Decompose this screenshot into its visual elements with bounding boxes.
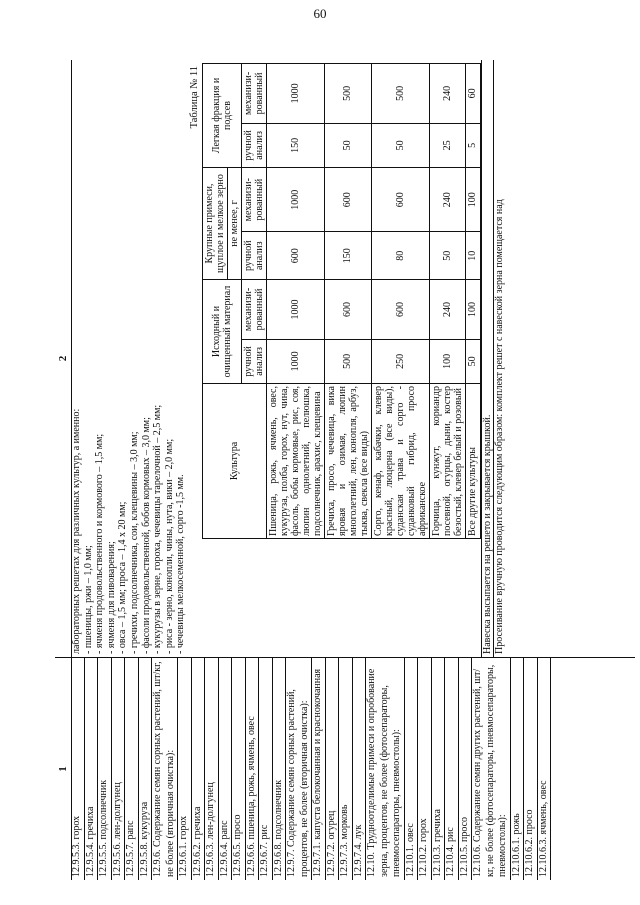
value-cell: 25 [430,123,466,167]
left-row: 12.9.5.5. подсолнечник [98,658,112,880]
intro-line: - риса - зерно, конопли, чины, нута, вики – 2,0 мм; [163,438,175,654]
value-cell: 500 [325,64,372,124]
value-cell: 150 [267,123,325,167]
left-row: 12.9.7.4. лук [353,658,367,880]
left-column [71,658,551,880]
value-cell: 60 [466,64,481,124]
group3-header: Легкая фракция и подсев [203,64,242,168]
left-row: 12.9.5.3. горох [71,658,85,880]
table-row [430,64,466,539]
left-row: 12.10. Трудноотделимые примеси и опробование зерна, процентов, не более (фотосепараторы, пневмосепараторы, пневмостолы): [366,658,405,880]
header-col1: 1 [57,766,69,772]
left-row: 12.9.6.5. просо [232,658,246,880]
value-cell: 1000 [267,64,325,124]
value-cell: 150 [325,232,372,280]
intro-line: - кукурузы в зерне, гороха, чечевицы тарелочной – 2,5 мм; [152,404,164,654]
intro-line: - чечевицы мелкосеменной, сорго -1,5 мм. [175,474,187,654]
value-cell: 50 [430,232,466,280]
note-line: Просеивание вручную проводится следующим образом: комплект решет с навеской зерна помещается над [493,60,506,657]
crop-cell: Гречиха, просо, чечевица, вика яровая и озимая, люпин многолетний, лен, конопля, арбуз, тыква, свекла (все виды) [325,384,372,539]
crop-cell: Все другие культуры [466,384,481,539]
header-row [55,60,72,880]
value-cell: 100 [466,280,481,340]
value-cell: 600 [372,167,430,231]
left-row: 12.9.6. Содержание семян сорных растений, шт/кг, не более (вторичная очистка): [152,658,178,880]
intro-line: - овса – 1,5 мм; проса – 1,4 x 20 мм; [117,501,129,654]
left-row: 12.9.6.4. рапс [219,658,233,880]
left-row: 12.9.5.7. рапс [125,658,139,880]
value-cell: 10 [466,232,481,280]
rotated-table-sheet [55,60,635,880]
col-crop-header: Культура [203,384,267,539]
g3-manual: ручной анализ [242,123,267,167]
intro-line: лабораторных решетах для различных культур, а именно: [71,408,82,654]
g2-mech: механизи-рованный [242,167,267,231]
left-row: 12.9.7.1. капуста белокочанная и краснокочанная [312,658,326,880]
intro-line: - ячменя продовольственного и кормового – 1,5 мм; [94,433,106,654]
header-col2: 2 [57,355,69,362]
g2-manual: ручной анализ [242,232,267,280]
g1-manual: ручной анализ [242,339,267,383]
intro-line: - пшеницы, ржи – 1,0 мм; [82,545,94,654]
intro-line: - фасоли продовольственной, бобов кормовых – 3,0 мм; [140,417,152,654]
value-cell: 80 [372,232,430,280]
left-row: 12.9.6.6. пшеница, рожь, ячмень, овес [246,658,260,880]
intro-line: - ячменя для пивоварения; [105,541,117,654]
crop-cell: Горчица, кунжут, кориандр посевной, огурцы, дыни, костер безостый, клевер белый и розовый [430,384,466,539]
value-cell: 240 [430,64,466,124]
table-row [372,64,430,539]
left-row: 12.9.7.3. морковь [339,658,353,880]
left-row: 12.10.4. рис [445,658,459,880]
value-cell: 500 [325,339,372,383]
sampling-table [202,63,481,539]
group2-sub-header: не менее, г [228,167,242,279]
right-column [71,60,506,657]
value-cell: 1000 [267,167,325,231]
left-row: 12.10.5. просо [459,658,473,880]
value-cell: 600 [372,280,430,340]
left-row: 12.9.5.8. кукуруза [139,658,153,880]
value-cell: 5 [466,123,481,167]
value-cell: 1000 [267,339,325,383]
left-row: 12.9.6.3. лен-долгунец [205,658,219,880]
table-title: Таблица № 11 [188,66,200,129]
intro-paragraph [71,60,187,657]
left-row: 12.9.6.1. горох [178,658,192,880]
value-cell: 100 [466,167,481,231]
left-row: 12.10.6.1. рожь [511,658,525,880]
table-row [466,64,481,539]
left-row: 12.9.7.2. огурец [326,658,340,880]
left-row: 12.9.5.4. гречиха [85,658,99,880]
left-row: 12.10.6. Содержание семян других растений, шт/кг, не более (фотосепараторы, пневмосепараторы, пневмостолы): [472,658,511,880]
left-row: 12.10.1. овес [405,658,419,880]
left-row: 12.10.3. гречиха [432,658,446,880]
value-cell: 600 [325,167,372,231]
table-body [267,64,481,539]
left-row: 12.10.6.3. ячмень, овес [538,658,552,880]
value-cell: 240 [430,280,466,340]
left-row: 12.9.7. Содержание семян сорных растений, процентов, не более (вторичная очистка): [286,658,312,880]
left-row: 12.9.6.7. рис [259,658,273,880]
g3-mech: механизи-рованный [242,64,267,124]
value-cell: 50 [372,123,430,167]
value-cell: 500 [372,64,430,124]
group2-header: Крупные примеси, щуплое и мелкое зерно [203,167,228,279]
page-number: 60 [313,6,327,21]
note-line: Навеска высыпается на решето и закрывается крышкой. [481,60,494,657]
value-cell: 600 [267,232,325,280]
table-row [325,64,372,539]
main-table [55,60,635,880]
left-row: 12.10.2. горох [418,658,432,880]
value-cell: 50 [466,339,481,383]
crop-cell: Пшеница, рожь, ячмень, овес, кукуруза, полба, горох, нут, чина, фасоль, бобы кормовые, рис, соя, люпин однолетний, пелюшка, подсолнечник, арахис, клещевина [267,384,325,539]
value-cell: 100 [430,339,466,383]
left-row: 12.9.5.6. лен-долгунец [112,658,126,880]
left-row: 12.9.6.2. гречиха [192,658,206,880]
intro-line: - гречихи, подсолнечника, сои, клещевины – 3,0 мм; [128,431,140,654]
crop-cell: Сорго, кенаф, кабачки, клевер красный, люцерна (все виды), суданская трава и сорго - суданковый гибрид, просо африканское [372,384,430,539]
left-row: 12.10.6.2. просо [524,658,538,880]
value-cell: 1000 [267,280,325,340]
g1-mech: механизи-рованный [242,280,267,340]
value-cell: 600 [325,280,372,340]
value-cell: 250 [372,339,430,383]
value-cell: 240 [430,167,466,231]
group1-header: Исходный и очищенный материал [203,280,242,384]
left-row: 12.9.6.8. подсолнечник [273,658,287,880]
notes [481,60,506,657]
table-row [267,64,325,539]
value-cell: 50 [325,123,372,167]
